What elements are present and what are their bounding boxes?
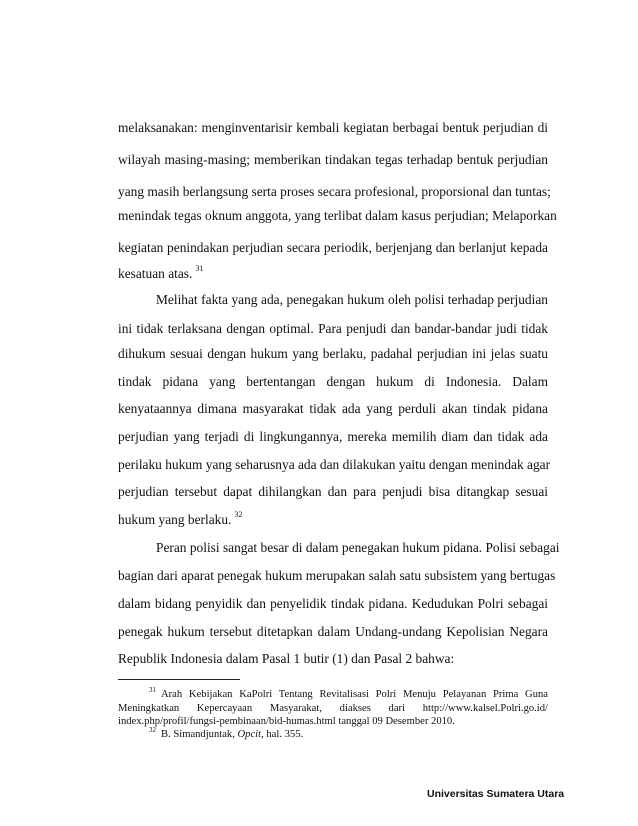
footnote-32-line bbox=[149, 728, 548, 741]
body-line: perilaku hukum yang seharusnya ada dan dilakukan yaitu dengan menindak agar bbox=[118, 457, 551, 472]
footnote-31-line: index.php/profil/fungsi-pembinaan/bid-humas.html tanggal 09 Desember 2010. bbox=[118, 716, 455, 727]
footnote-number: 31 bbox=[149, 686, 156, 694]
footnote-31-line bbox=[149, 688, 548, 701]
footnote-text: Arah Kebijakan KaPolri Tentang Revitalisasi Polri Menuju Pelayanan Prima Guna bbox=[161, 689, 548, 700]
body-line: kenyataannya dimana masyarakat tidak ada yang perduli akan tindak pidana bbox=[118, 401, 548, 416]
body-line: penegak hukum tersebut ditetapkan dalam Undang-undang Kepolisian Negara bbox=[118, 624, 548, 639]
body-line-with-ref bbox=[118, 266, 548, 282]
footnote-page: , hal. 355. bbox=[261, 729, 304, 740]
body-line: perjudian yang terjadi di lingkungannya, mereka memilih diam dan tidak ada bbox=[118, 429, 548, 444]
body-line: menindak tegas oknum anggota, yang terlibat dalam kasus perjudian; Melaporkan bbox=[118, 208, 557, 223]
university-footer: Universitas Sumatera Utara bbox=[427, 788, 565, 800]
body-text: kesatuan atas. bbox=[118, 266, 193, 281]
body-line: dihukum sesuai dengan hukum yang berlaku, padahal perjudian ini jelas suatu bbox=[118, 346, 548, 361]
body-line: ini tidak terlaksana dengan optimal. Para penjudi dan bandar-bandar judi tidak bbox=[118, 321, 548, 336]
body-line: Republik Indonesia dalam Pasal 1 butir (1) dan Pasal 2 bahwa: bbox=[118, 651, 455, 666]
body-line-with-ref bbox=[118, 512, 548, 528]
footnote-ref: 31 bbox=[195, 264, 204, 273]
footnote-ref: 32 bbox=[234, 510, 243, 519]
body-line: dalam bidang penyidik dan penyelidik tindak pidana. Kedudukan Polri sebagai bbox=[118, 596, 548, 611]
body-line: yang masih berlangsung serta proses secara profesional, proporsional dan tuntas; bbox=[118, 184, 551, 199]
body-line: wilayah masing-masing; memberikan tindakan tegas terhadap bentuk perjudian bbox=[118, 152, 548, 167]
body-line: perjudian tersebut dapat dihilangkan dan para penjudi bisa ditangkap sesuai bbox=[118, 484, 548, 499]
footnote-author: B. Simandjuntak, bbox=[161, 729, 238, 740]
body-line: bagian dari aparat penegak hukum merupakan salah satu subsistem yang bertugas bbox=[118, 568, 556, 583]
body-line: melaksanakan: menginventarisir kembali kegiatan berbagai bentuk perjudian di bbox=[118, 120, 548, 135]
body-line: Melihat fakta yang ada, penegakan hukum oleh polisi terhadap perjudian bbox=[156, 292, 548, 307]
body-line: tindak pidana yang bertentangan dengan hukum di Indonesia. Dalam bbox=[118, 374, 548, 389]
footnote-31-line: Meningkatkan Kepercayaan Masyarakat, diakses dari http://www.kalsel.Polri.go.id/ bbox=[118, 703, 548, 714]
footnote-separator bbox=[118, 679, 240, 680]
footnote-number: 32 bbox=[149, 726, 156, 734]
footnote-work-title: Opcit bbox=[237, 729, 262, 740]
body-line: Peran polisi sangat besar di dalam penegakan hukum pidana. Polisi sebagai bbox=[156, 540, 560, 555]
body-text: hukum yang berlaku. bbox=[118, 512, 232, 527]
body-line: kegiatan penindakan perjudian secara periodik, berjenjang dan berlanjut kepada bbox=[118, 240, 548, 255]
